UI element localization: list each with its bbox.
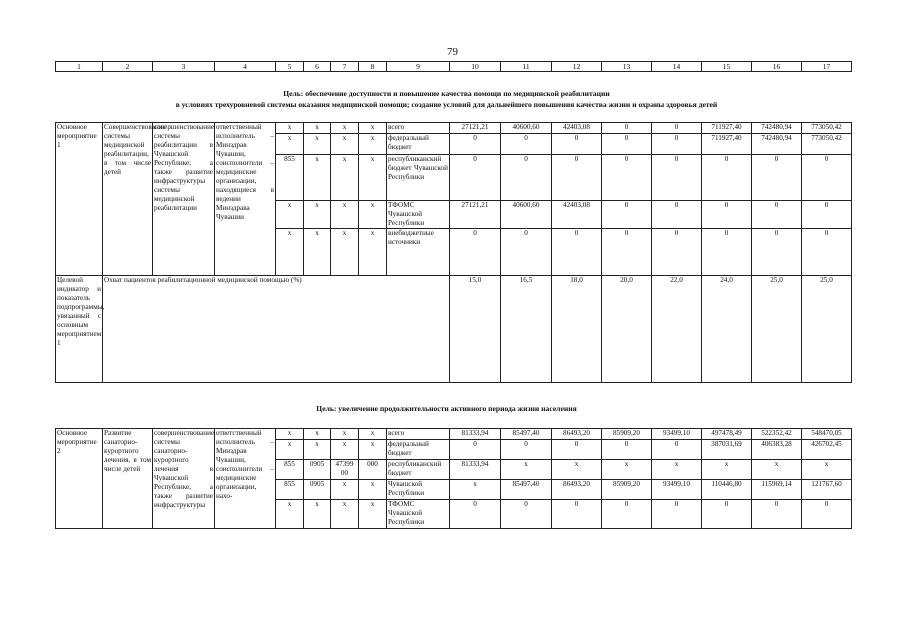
- code-cell: x: [331, 480, 359, 500]
- value-cell: 0: [450, 440, 501, 460]
- value-cell: 0: [752, 500, 802, 529]
- header-col-2: 2: [103, 62, 153, 72]
- value-cell: 0: [802, 229, 852, 276]
- code-cell: x: [359, 201, 387, 229]
- value-cell: 0: [501, 229, 552, 276]
- indicator-value: 25,0: [752, 276, 802, 383]
- code-cell: 0905: [304, 460, 331, 480]
- code-cell: x: [359, 480, 387, 500]
- code-cell: x: [331, 123, 359, 134]
- value-cell: 42403,08: [552, 123, 602, 134]
- funding-source: федеральный бюджет: [387, 134, 450, 155]
- value-cell: 0: [702, 155, 752, 201]
- value-cell: 711927,40: [702, 134, 752, 155]
- funding-source: ТФОМС Чувашской Республики: [387, 201, 450, 229]
- goal-1-line-1: Цель: обеспечение доступности и повышение качества помощи по медицинской реабилитации: [283, 89, 610, 98]
- value-cell: 0: [802, 201, 852, 229]
- value-cell: 81333,94: [450, 429, 501, 440]
- value-cell: 0: [752, 229, 802, 276]
- value-cell: x: [652, 460, 702, 480]
- responsible-executor: ответственный исполнитель – Минздрав Чувашии, соисполнители – медицинские организации, находящиеся в ведении Минздрава Чувашии: [215, 123, 276, 276]
- code-cell: x: [331, 440, 359, 460]
- code-cell: 47399 00: [331, 460, 359, 480]
- value-cell: 426702,45: [802, 440, 852, 460]
- value-cell: 86493,20: [552, 480, 602, 500]
- value-cell: 0: [501, 500, 552, 529]
- value-cell: 0: [802, 155, 852, 201]
- value-cell: 40600,60: [501, 201, 552, 229]
- funding-source: республиканский бюджет Чувашской Республики: [387, 155, 450, 201]
- value-cell: 0: [450, 500, 501, 529]
- value-cell: 0: [702, 500, 752, 529]
- code-cell: x: [304, 429, 331, 440]
- table-row: [56, 429, 852, 440]
- value-cell: 0: [552, 500, 602, 529]
- header-col-5: 5: [276, 62, 304, 72]
- code-cell: x: [331, 500, 359, 529]
- code-cell: x: [331, 155, 359, 201]
- header-col-15: 15: [702, 62, 752, 72]
- value-cell: 773050,42: [802, 134, 852, 155]
- value-cell: 0: [802, 500, 852, 529]
- funding-source: внебюджетные источники: [387, 229, 450, 276]
- value-cell: 86493,20: [552, 429, 602, 440]
- value-cell: 0: [602, 500, 652, 529]
- code-cell: x: [276, 440, 304, 460]
- value-cell: x: [602, 460, 652, 480]
- code-cell: x: [276, 134, 304, 155]
- value-cell: 0: [552, 440, 602, 460]
- header-col-16: 16: [752, 62, 802, 72]
- code-cell: x: [304, 440, 331, 460]
- code-cell: x: [276, 201, 304, 229]
- value-cell: 115969,14: [752, 480, 802, 500]
- value-cell: 93499,10: [652, 429, 702, 440]
- value-cell: x: [702, 460, 752, 480]
- code-cell: x: [359, 134, 387, 155]
- value-cell: 0: [552, 229, 602, 276]
- indicator-value: 16,5: [501, 276, 552, 383]
- code-cell: x: [359, 500, 387, 529]
- value-cell: 0: [652, 440, 702, 460]
- code-cell: x: [331, 429, 359, 440]
- value-cell: 0: [501, 155, 552, 201]
- event-1-table: [55, 122, 852, 383]
- value-cell: 742480,94: [752, 123, 802, 134]
- indicator-value: 18,0: [552, 276, 602, 383]
- code-cell: 855: [276, 480, 304, 500]
- code-cell: x: [304, 229, 331, 276]
- funding-source: федеральный бюджет: [387, 440, 450, 460]
- value-cell: x: [752, 460, 802, 480]
- indicator-value: 24,0: [702, 276, 752, 383]
- value-cell: 0: [652, 123, 702, 134]
- header-col-9: 9: [387, 62, 450, 72]
- code-cell: x: [304, 155, 331, 201]
- value-cell: x: [450, 480, 501, 500]
- value-cell: 773050,42: [802, 123, 852, 134]
- indicator-label: Целевой индикатор и показатель подпрограммы, увязанный с основным мероприятием 1: [56, 276, 103, 383]
- indicator-value: 25,0: [802, 276, 852, 383]
- value-cell: 0: [602, 201, 652, 229]
- goal-1-title: [55, 88, 838, 110]
- value-cell: 85909,20: [602, 480, 652, 500]
- value-cell: 0: [752, 155, 802, 201]
- header-col-6: 6: [304, 62, 331, 72]
- subprogram-title: Совершенствование системы медицинской реабилитации, в том числе детей: [103, 123, 153, 276]
- value-cell: 0: [450, 229, 501, 276]
- value-cell: 93499,10: [652, 480, 702, 500]
- code-cell: x: [359, 123, 387, 134]
- value-cell: 522352,42: [752, 429, 802, 440]
- value-cell: 742480,94: [752, 134, 802, 155]
- code-cell: x: [276, 500, 304, 529]
- value-cell: 406383,28: [752, 440, 802, 460]
- code-cell: x: [331, 201, 359, 229]
- value-cell: 0: [752, 201, 802, 229]
- value-cell: 0: [450, 134, 501, 155]
- value-cell: 81333,94: [450, 460, 501, 480]
- code-cell: x: [359, 429, 387, 440]
- value-cell: 85909,20: [602, 429, 652, 440]
- value-cell: 0: [552, 134, 602, 155]
- value-cell: 0: [602, 155, 652, 201]
- code-cell: x: [304, 123, 331, 134]
- value-cell: 85497,40: [501, 429, 552, 440]
- value-cell: 0: [652, 201, 702, 229]
- value-cell: 0: [652, 500, 702, 529]
- code-cell: x: [359, 229, 387, 276]
- indicator-row: [56, 276, 852, 383]
- event-name: Основное мероприятие 2: [56, 429, 103, 529]
- column-number-header: [55, 61, 852, 72]
- header-col-12: 12: [552, 62, 602, 72]
- value-cell: 0: [602, 134, 652, 155]
- value-cell: 0: [652, 229, 702, 276]
- value-cell: 42403,08: [552, 201, 602, 229]
- value-cell: x: [552, 460, 602, 480]
- code-cell: 855: [276, 460, 304, 480]
- funding-source: Чувашской Республики: [387, 480, 450, 500]
- indicator-value: 22,0: [652, 276, 702, 383]
- value-cell: 0: [501, 134, 552, 155]
- code-cell: x: [304, 134, 331, 155]
- code-cell: x: [359, 155, 387, 201]
- value-cell: x: [802, 460, 852, 480]
- indicator-value: 15,0: [450, 276, 501, 383]
- value-cell: 40600,60: [501, 123, 552, 134]
- code-cell: x: [331, 229, 359, 276]
- funding-source: всего: [387, 123, 450, 134]
- indicator-text: Охват пациентов реабилитационной медицинской помощью (%): [103, 276, 450, 383]
- code-cell: 855: [276, 155, 304, 201]
- value-cell: 711927,40: [702, 123, 752, 134]
- code-cell: 0905: [304, 480, 331, 500]
- code-cell: x: [304, 500, 331, 529]
- value-cell: 0: [702, 229, 752, 276]
- table-row: [56, 123, 852, 134]
- code-cell: x: [359, 440, 387, 460]
- value-cell: 0: [552, 155, 602, 201]
- header-col-13: 13: [602, 62, 652, 72]
- value-cell: 0: [652, 155, 702, 201]
- funding-source: ТФОМС Чувашской Республики: [387, 500, 450, 529]
- header-col-14: 14: [652, 62, 702, 72]
- header-col-3: 3: [153, 62, 215, 72]
- header-col-8: 8: [359, 62, 387, 72]
- value-cell: 85497,40: [501, 480, 552, 500]
- code-cell: 000: [359, 460, 387, 480]
- header-col-7: 7: [331, 62, 359, 72]
- value-cell: 0: [602, 440, 652, 460]
- value-cell: 27121,21: [450, 201, 501, 229]
- header-col-11: 11: [501, 62, 552, 72]
- page-number: 79: [447, 46, 458, 58]
- indicator-value: 20,0: [602, 276, 652, 383]
- value-cell: 0: [602, 123, 652, 134]
- value-cell: 0: [702, 201, 752, 229]
- value-cell: 0: [501, 440, 552, 460]
- code-cell: x: [304, 201, 331, 229]
- header-col-10: 10: [450, 62, 501, 72]
- value-cell: 548470,05: [802, 429, 852, 440]
- value-cell: 110446,80: [702, 480, 752, 500]
- header-col-17: 17: [802, 62, 852, 72]
- code-cell: x: [276, 429, 304, 440]
- event-description: совершенствование системы реабилитации в Чувашской Республике, а также развитие инфраструктуры системы медицинской реабилитации: [153, 123, 215, 276]
- value-cell: 121767,60: [802, 480, 852, 500]
- funding-source: республиканский бюджет: [387, 460, 450, 480]
- event-name: Основное мероприятие 1: [56, 123, 103, 276]
- value-cell: 0: [652, 134, 702, 155]
- value-cell: 0: [450, 155, 501, 201]
- header-col-4: 4: [215, 62, 276, 72]
- funding-source: всего: [387, 429, 450, 440]
- value-cell: 387031,69: [702, 440, 752, 460]
- responsible-executor: ответственный исполнитель – Минздрав Чувашии, соисполнители – медицинские организации, нахо-: [215, 429, 276, 529]
- event-2-table: [55, 428, 852, 529]
- code-cell: x: [331, 134, 359, 155]
- code-cell: x: [276, 123, 304, 134]
- code-cell: x: [276, 229, 304, 276]
- value-cell: 497478,49: [702, 429, 752, 440]
- goal-1-line-2: в условиях трехуровневой системы оказания медицинской помощи; создание условий для дальнейшего повышения качества жизни и охраны здоровья детей: [175, 100, 718, 109]
- goal-2-title: Цель: увеличение продолжительности активного периода жизни населения: [316, 404, 577, 413]
- event-description: совершенствование системы санаторно-курортного лечения в Чувашской Республике, а также развитие инфраструктуры: [153, 429, 215, 529]
- subprogram-title: Развитие санаторно-курортного лечения, в том числе детей: [103, 429, 153, 529]
- value-cell: x: [501, 460, 552, 480]
- value-cell: 0: [602, 229, 652, 276]
- header-col-1: 1: [56, 62, 103, 72]
- value-cell: 27121,21: [450, 123, 501, 134]
